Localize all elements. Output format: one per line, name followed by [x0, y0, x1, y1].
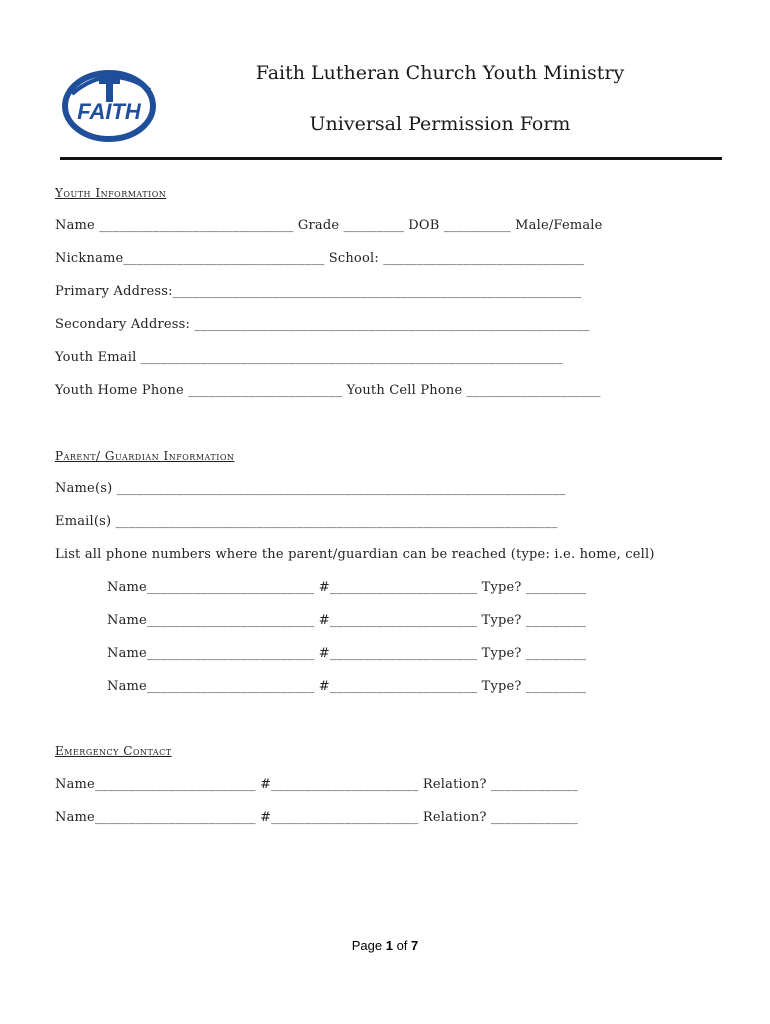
page-word: Page	[351, 938, 383, 953]
total-pages: 7	[411, 938, 419, 953]
youth-name-line[interactable]: Name _____________________________ Grade _________ DOB __________ Male/Female	[55, 218, 603, 233]
parent-phone-line[interactable]: Name_________________________ #______________________ Type? _________	[107, 646, 587, 661]
youth-section-heading: Youth Information	[55, 186, 167, 200]
emergency-contact-line[interactable]: Name________________________ #______________________ Relation? _____________	[55, 810, 579, 825]
form-title: Universal Permission Form	[309, 113, 571, 135]
parent-names-line[interactable]: Name(s) ___________________________________________________________________	[55, 481, 566, 496]
youth-secondary-address-line[interactable]: Secondary Address: ___________________________________________________________	[55, 317, 590, 332]
org-title: Faith Lutheran Church Youth Ministry	[255, 62, 625, 84]
header-rule	[60, 157, 722, 160]
parent-phone-line[interactable]: Name_________________________ #______________________ Type? _________	[107, 679, 587, 694]
current-page: 1	[385, 938, 393, 953]
emergency-section-heading: Emergency Contact	[55, 744, 172, 758]
emergency-contact-line[interactable]: Name________________________ #______________________ Relation? _____________	[55, 777, 579, 792]
parent-emails-line[interactable]: Email(s) __________________________________________________________________	[55, 514, 558, 529]
youth-primary-address-line[interactable]: Primary Address:_____________________________________________________________	[55, 284, 582, 299]
phone-instruction: List all phone numbers where the parent/guardian can be reached (type: i.e. home, cell)	[55, 547, 655, 562]
parent-phone-line[interactable]: Name_________________________ #______________________ Type? _________	[107, 580, 587, 595]
youth-email-line[interactable]: Youth Email _______________________________________________________________	[55, 350, 563, 365]
of-word: of	[396, 938, 408, 953]
faith-logo	[62, 64, 156, 144]
page-footer	[0, 938, 770, 953]
youth-phone-line[interactable]: Youth Home Phone _______________________ Youth Cell Phone ____________________	[55, 383, 601, 398]
parent-section-heading: Parent/ Guardian Information	[55, 449, 235, 463]
youth-nickname-line[interactable]: Nickname______________________________ School: ______________________________	[55, 251, 585, 266]
logo-text: FAITH	[77, 99, 141, 124]
parent-phone-line[interactable]: Name_________________________ #______________________ Type? _________	[107, 613, 587, 628]
